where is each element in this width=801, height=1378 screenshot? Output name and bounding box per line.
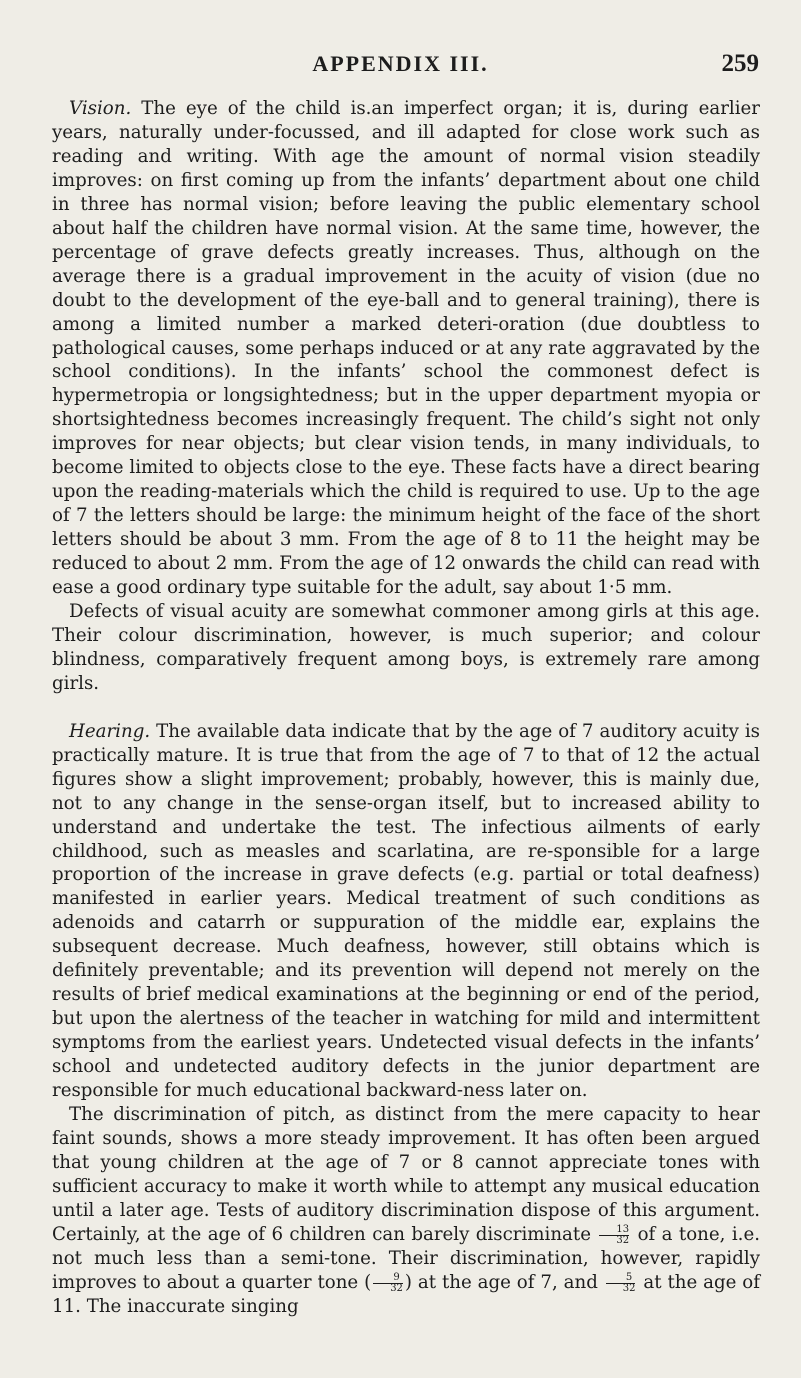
paragraph-text-hearing: The available data indicate that by the age of 7 auditory acuity is practically mature. It is true that from the age of 7 to that of 12 the actual figures show a slight improvement; probably, however, this is mainly due, not to any change in the sense-organ itself, but to increased ability to understand and undertake the test. The infectious ailments of early childhood, such as measles and scarlatina, are re-sponsible for a large proportion of the increase in grave defects (e.g. partial or total deafness) manifested in earlier years. Medical treatment of such conditions as adenoids and catarrh or suppuration of the middle ear, explains the subsequent decrease. Much deafness, however, still obtains which is definitely preventable; and its prevention will depend not merely on the results of brief medical examinations at the beginning or end of the period, but upon the alertness of the teacher in watching for mild and intermittent symptoms from the earliest years. Undetected visual defects in the infants’ school and undetected auditory defects in the junior department are responsible for much educational backward-ness later on.: [52, 720, 760, 1102]
body-text: [52, 97, 760, 1319]
running-head: APPENDIX III.: [312, 51, 489, 76]
paragraph-text-defects: Defects of visual acuity are somewhat commoner among girls at this age. Their colour discrimination, however, is much superior; and colour blindness, comparatively frequent among boys, is extremely rare among girls.: [52, 601, 760, 694]
fraction-numerator: 9: [373, 1273, 403, 1284]
page-header: [0, 51, 801, 85]
fraction-9-32: [373, 1273, 403, 1294]
paragraph-defects: [52, 600, 760, 696]
fraction-denominator: 32: [390, 1283, 403, 1295]
paragraph-text-vision: The eye of the child is.an imperfect organ; it is, during earlier years, naturally under-focussed, and ill adapted for close work such as reading and writing. With age the amount of normal vision steadily improves: on first coming up from the infants’ department about one child in three has normal vision; before leaving the public elementary school about half the children have normal vision. At the same time, however, the percentage of grave defects greatly increases. Thus, although on the average there is a gradual improvement in the acuity of vision (due no doubt to the development of the eye-ball and to general training), there is among a limited number a marked deteri-oration (due doubtless to pathological causes, some perhaps induced or at any rate aggravated by the school conditions). In the infants’ school the commonest defect is hypermetropia or longsightedness; but in the upper department myopia or shortsightedness becomes increasingly frequent. The child’s sight not only improves for near objects; but clear vision tends, in many individuals, to become limited to objects close to the eye. These facts have a direct bearing upon the reading-materials which the child is required to use. Up to the age of 7 the letters should be large: the minimum height of the face of the short letters should be about 3 mm. From the age of 8 to 11 the height may be reduced to about 2 mm. From the age of 12 onwards the child can read with ease a good ordinary type suitable for the adult, say about 1·5 mm.: [52, 98, 760, 599]
pitch-text-4: at the age of 11. The inaccurate singing: [52, 1271, 760, 1317]
fraction-numerator: 5: [606, 1273, 636, 1284]
paragraph-vision: [52, 97, 760, 600]
fraction-denominator: 32: [622, 1283, 636, 1295]
fraction-13-32: [599, 1225, 629, 1246]
fraction-denominator: 32: [616, 1235, 630, 1247]
fraction-numerator: 13: [599, 1225, 629, 1236]
pitch-text-1: The discrimination of pitch, as distinct from the mere capacity to hear faint sounds, shows a more steady improvement. It has often been argued that young children at the age of 7 or 8 cannot appreciate tones with sufficient accuracy to make it worth while to attempt any musical education until a later age. Tests of auditory discrimination dispose of this argument. Certainly, at the age of 6 children can barely discriminate: [52, 1104, 760, 1245]
paragraph-pitch: [52, 1103, 760, 1319]
page-number: 259: [721, 50, 759, 77]
paragraph-hearing: [52, 720, 760, 1103]
paragraph-lead-hearing: Hearing.: [69, 720, 151, 742]
pitch-text-2: of a tone, i.e. not much less than a semi-tone. Their discrimination, however, rapidly improves to about a quarter tone (: [52, 1223, 760, 1293]
fraction-5-32: [606, 1273, 636, 1294]
pitch-text-3: ) at the age of 7, and: [404, 1271, 598, 1293]
paragraph-lead-vision: Vision.: [69, 98, 132, 119]
